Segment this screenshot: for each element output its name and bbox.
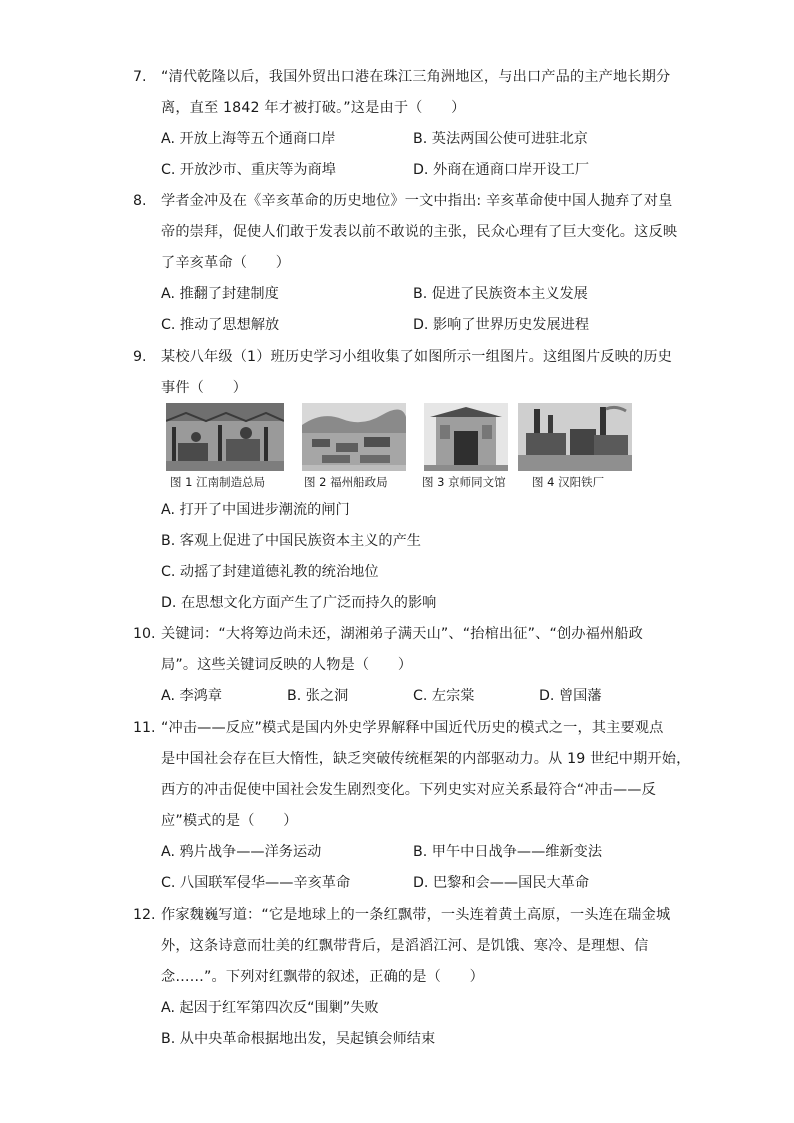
option-d[interactable]: D. 在思想文化方面产生了广泛而持久的影响 xyxy=(161,595,437,611)
photo-tongwen-guan xyxy=(424,403,508,471)
question-stem-line: “冲击——反应”模式是国内外史学界解释中国近代历史的模式之一，其主要观点 xyxy=(161,720,664,736)
question-stem-line: 是中国社会存在巨大惰性，缺乏突破传统框架的内部驱动力。从 19 世纪中期开始， xyxy=(161,751,691,767)
option-b[interactable]: B. 英法两国公使可进驻北京 xyxy=(413,131,588,147)
option-a[interactable]: A. 起因于红军第四次反“围剿”失败 xyxy=(161,1000,379,1016)
option-a[interactable]: A. 打开了中国进步潮流的闸门 xyxy=(161,502,350,518)
question-stem-line: 应”模式的是（ ） xyxy=(161,813,298,829)
question-stem-line: 念……”。下列对红飘带的叙述，正确的是（ ） xyxy=(161,969,484,985)
question-stem-line: 外，这条诗意而壮美的红飘带背后，是滔滔江河、是饥饿、寒冷、是理想、信 xyxy=(161,938,649,954)
figure-strip xyxy=(166,403,636,495)
question-stem-line: 作家魏巍写道：“它是地球上的一条红飘带，一头连着黄土高原，一头连在瑞金城 xyxy=(161,907,671,923)
option-a[interactable]: A. 开放上海等五个通商口岸 xyxy=(161,131,336,147)
question-stem-line: “清代乾隆以后，我国外贸出口港在珠江三角洲地区，与出口产品的主产地长期分 xyxy=(161,69,671,85)
option-d[interactable]: D. 影响了世界历史发展进程 xyxy=(413,317,590,333)
question-number: 11. xyxy=(133,720,156,736)
question-number: 12. xyxy=(133,907,156,923)
option-c[interactable]: C. 左宗棠 xyxy=(413,688,475,704)
option-b[interactable]: B. 甲午中日战争——维新变法 xyxy=(413,844,603,860)
question-number: 9. xyxy=(133,349,147,365)
option-c[interactable]: C. 开放沙市、重庆等为商埠 xyxy=(161,162,336,178)
question-number: 10. xyxy=(133,626,156,642)
option-d[interactable]: D. 外商在通商口岸开设工厂 xyxy=(413,162,590,178)
option-b[interactable]: B. 促进了民族资本主义发展 xyxy=(413,286,588,302)
option-a[interactable]: A. 鸦片战争——洋务运动 xyxy=(161,844,322,860)
question-stem-line: 了辛亥革命（ ） xyxy=(161,255,291,271)
option-c[interactable]: C. 八国联军侵华——辛亥革命 xyxy=(161,875,351,891)
option-b[interactable]: B. 从中央革命根据地出发，吴起镇会师结束 xyxy=(161,1031,436,1047)
option-b[interactable]: B. 张之洞 xyxy=(287,688,349,704)
question-stem-line: 局”。这些关键词反映的人物是（ ） xyxy=(161,657,413,673)
option-c[interactable]: C. 动摇了封建道德礼教的统治地位 xyxy=(161,564,379,580)
figure-caption: 图 2 福州船政局 xyxy=(304,475,388,489)
photo-hanyang-ironworks xyxy=(518,403,632,471)
figure-caption: 图 4 汉阳铁厂 xyxy=(532,475,605,489)
question-number: 7. xyxy=(133,69,147,85)
figure-caption: 图 1 江南制造总局 xyxy=(170,475,266,489)
question-stem-line: 学者金冲及在《辛亥革命的历史地位》一文中指出: 辛亥革命使中国人抛弃了对皇 xyxy=(161,193,673,209)
question-stem-line: 西方的冲击促使中国社会发生剧烈变化。下列史实对应关系最符合“冲击——反 xyxy=(161,782,656,798)
question-stem-line: 帝的崇拜，促使人们敢于发表以前不敢说的主张，民众心理有了巨大变化。这反映 xyxy=(161,224,678,240)
photo-fuzhou-shipyard xyxy=(302,403,406,471)
question-stem-line: 事件（ ） xyxy=(161,380,248,396)
option-a[interactable]: A. 推翻了封建制度 xyxy=(161,286,279,302)
question-stem-line: 某校八年级（1）班历史学习小组收集了如图所示一组图片。这组图片反映的历史 xyxy=(161,349,672,365)
option-a[interactable]: A. 李鸿章 xyxy=(161,688,223,704)
question-stem-line: 离，直至 1842 年才被打破。”这是由于（ ） xyxy=(161,100,466,116)
photo-jiangnan-arsenal xyxy=(166,403,284,471)
option-c[interactable]: C. 推动了思想解放 xyxy=(161,317,280,333)
question-stem-line: 关键词：“大将筹边尚未还，湖湘弟子满天山”、“抬棺出征”、“创办福州船政 xyxy=(161,626,643,642)
option-d[interactable]: D. 巴黎和会——国民大革命 xyxy=(413,875,590,891)
option-b[interactable]: B. 客观上促进了中国民族资本主义的产生 xyxy=(161,533,421,549)
question-number: 8. xyxy=(133,193,147,209)
figure-caption: 图 3 京师同文馆 xyxy=(422,475,506,489)
option-d[interactable]: D. 曾国藩 xyxy=(539,688,602,704)
